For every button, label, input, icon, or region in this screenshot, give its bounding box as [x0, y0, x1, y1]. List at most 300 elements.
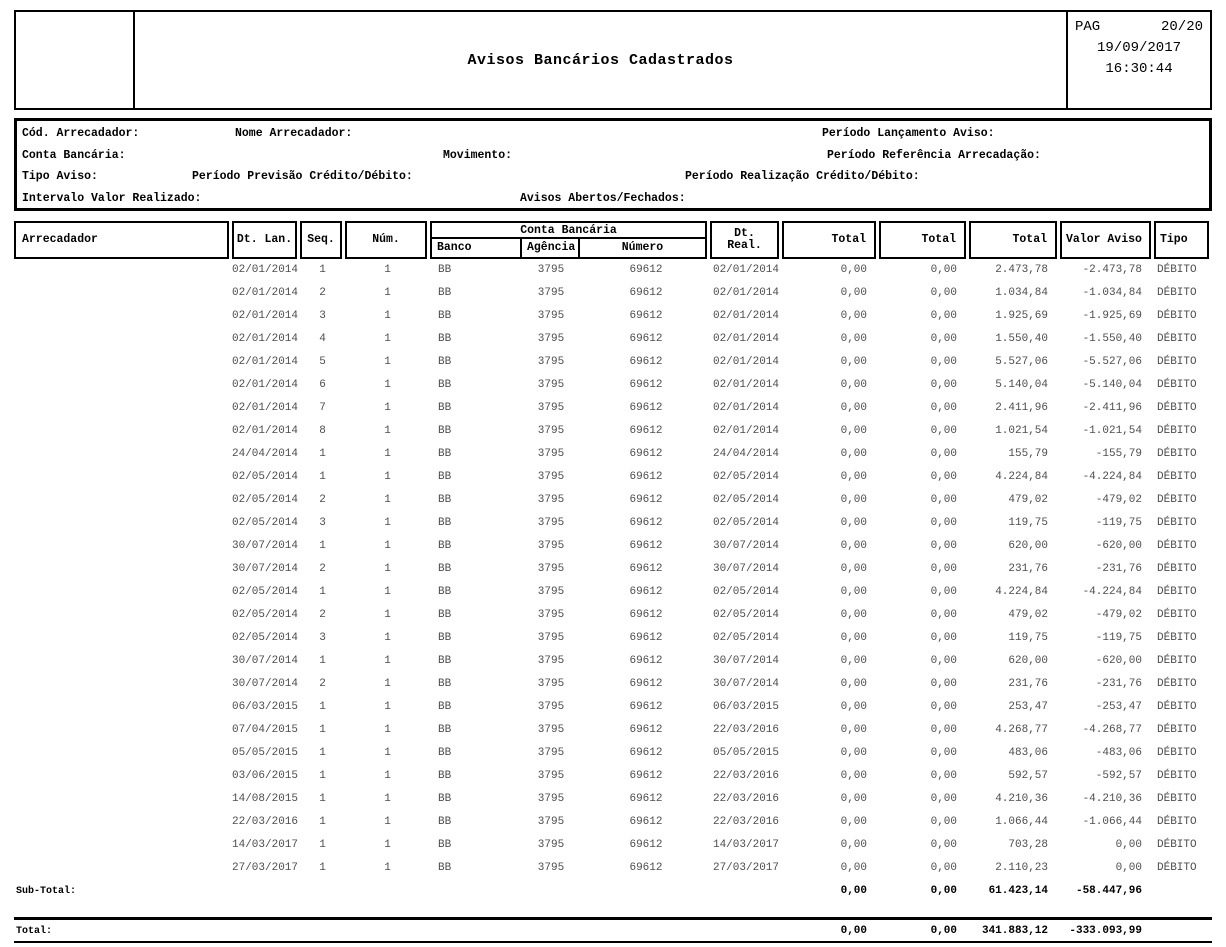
cell-banco: BB	[438, 517, 452, 529]
table-row	[14, 604, 1212, 627]
cell-agencia: 3795	[537, 586, 565, 598]
cell-num: 1	[384, 471, 391, 483]
cell-tipo: DÉBITO	[1157, 862, 1197, 874]
cell-total1: 0,00	[840, 793, 867, 805]
cell-total3: 119,75	[1008, 517, 1048, 529]
cell-dt-lan: 30/07/2014	[232, 655, 299, 667]
cell-total2: 0,00	[930, 402, 957, 414]
cell-banco: BB	[438, 862, 452, 874]
cell-dt-lan: 02/05/2014	[232, 632, 299, 644]
cell-dt-real: 02/05/2014	[712, 494, 779, 506]
header-seq: Seq.	[300, 221, 342, 259]
subtotal-tipo	[1154, 880, 1212, 903]
filter-conta-bancaria: Conta Bancária:	[22, 148, 126, 162]
subtotal-valor-aviso: -58.447,96	[1075, 885, 1142, 897]
cell-tipo: DÉBITO	[1157, 264, 1197, 276]
cell-dt-lan: 02/01/2014	[232, 425, 299, 437]
cell-num: 1	[384, 287, 391, 299]
cell-total2: 0,00	[930, 862, 957, 874]
cell-numero: 69612	[629, 770, 663, 782]
cell-num: 1	[384, 747, 391, 759]
cell-total2: 0,00	[930, 724, 957, 736]
cell-total3: 483,06	[1008, 747, 1048, 759]
cell-dt-real: 02/05/2014	[712, 586, 779, 598]
cell-dt-lan: 30/07/2014	[232, 540, 299, 552]
cell-valor-aviso: -620,00	[1095, 655, 1142, 667]
cell-numero: 69612	[629, 494, 663, 506]
cell-agencia: 3795	[537, 425, 565, 437]
cell-total1: 0,00	[840, 701, 867, 713]
cell-agencia: 3795	[537, 333, 565, 345]
cell-agencia: 3795	[537, 678, 565, 690]
cell-agencia: 3795	[537, 379, 565, 391]
cell-banco: BB	[438, 793, 452, 805]
cell-dt-lan: 14/08/2015	[232, 793, 299, 805]
cell-total3: 4.268,77	[995, 724, 1048, 736]
cell-valor-aviso: -4.224,84	[1082, 586, 1142, 598]
cell-valor-aviso: -483,06	[1095, 747, 1142, 759]
cell-total2: 0,00	[930, 816, 957, 828]
cell-agencia: 3795	[537, 471, 565, 483]
cell-total2: 0,00	[930, 701, 957, 713]
cell-dt-lan: 02/05/2014	[232, 586, 299, 598]
cell-valor-aviso: -4.210,36	[1082, 793, 1142, 805]
cell-arrecadador	[14, 650, 232, 673]
cell-tipo: DÉBITO	[1157, 839, 1197, 851]
subtotal-row	[14, 880, 1212, 903]
cell-total2: 0,00	[930, 264, 957, 276]
cell-dt-real: 02/01/2014	[712, 402, 779, 414]
cell-num: 1	[384, 793, 391, 805]
cell-agencia: 3795	[537, 816, 565, 828]
cell-tipo: DÉBITO	[1157, 333, 1197, 345]
cell-seq: 3	[319, 632, 326, 644]
cell-agencia: 3795	[537, 609, 565, 621]
cell-dt-real: 14/03/2017	[712, 839, 779, 851]
cell-num: 1	[384, 678, 391, 690]
cell-total2: 0,00	[930, 540, 957, 552]
cell-banco: BB	[438, 816, 452, 828]
cell-num: 1	[384, 402, 391, 414]
total-row	[14, 920, 1212, 943]
filter-tipo-aviso: Tipo Aviso:	[22, 170, 98, 183]
cell-tipo: DÉBITO	[1157, 724, 1197, 736]
cell-dt-lan: 22/03/2016	[232, 816, 299, 828]
cell-seq: 8	[319, 425, 326, 437]
cell-tipo: DÉBITO	[1157, 678, 1197, 690]
cell-dt-real: 27/03/2017	[712, 862, 779, 874]
cell-valor-aviso: 0,00	[1115, 862, 1142, 874]
subtotal-spacer	[232, 880, 782, 903]
cell-numero: 69612	[629, 540, 663, 552]
cell-total3: 119,75	[1008, 632, 1048, 644]
cell-total2: 0,00	[930, 425, 957, 437]
cell-seq: 1	[319, 540, 326, 552]
cell-dt-real: 22/03/2016	[712, 724, 779, 736]
cell-total1: 0,00	[840, 747, 867, 759]
header-dt-real-line1: Dt.	[734, 227, 755, 240]
cell-dt-lan: 02/05/2014	[232, 494, 299, 506]
cell-banco: BB	[438, 839, 452, 851]
table-row	[14, 673, 1212, 696]
cell-banco: BB	[438, 724, 452, 736]
cell-total2: 0,00	[930, 839, 957, 851]
table-row	[14, 466, 1212, 489]
cell-num: 1	[384, 517, 391, 529]
cell-banco: BB	[438, 770, 452, 782]
cell-valor-aviso: -4.224,84	[1082, 471, 1142, 483]
cell-agencia: 3795	[537, 494, 565, 506]
table-row	[14, 489, 1212, 512]
cell-banco: BB	[438, 471, 452, 483]
cell-total1: 0,00	[840, 724, 867, 736]
cell-arrecadador	[14, 535, 232, 558]
cell-total2: 0,00	[930, 586, 957, 598]
subtotal-label: Sub-Total:	[16, 886, 77, 897]
cell-dt-real: 22/03/2016	[712, 816, 779, 828]
cell-valor-aviso: -1.925,69	[1082, 310, 1142, 322]
cell-dt-real: 30/07/2014	[712, 655, 779, 667]
cell-tipo: DÉBITO	[1157, 770, 1197, 782]
cell-tipo: DÉBITO	[1157, 379, 1197, 391]
cell-dt-real: 02/05/2014	[712, 471, 779, 483]
cell-num: 1	[384, 609, 391, 621]
cell-total2: 0,00	[930, 310, 957, 322]
table-row	[14, 397, 1212, 420]
cell-valor-aviso: -119,75	[1095, 632, 1142, 644]
cell-tipo: DÉBITO	[1157, 793, 1197, 805]
cell-num: 1	[384, 356, 391, 368]
cell-total2: 0,00	[930, 632, 957, 644]
cell-dt-lan: 03/06/2015	[232, 770, 299, 782]
cell-numero: 69612	[629, 379, 663, 391]
cell-tipo: DÉBITO	[1157, 540, 1197, 552]
cell-banco: BB	[438, 264, 452, 276]
filter-row-1	[17, 124, 1209, 146]
table-row	[14, 420, 1212, 443]
filter-periodo-previsao: Período Previsão Crédito/Débito:	[192, 170, 413, 183]
cell-agencia: 3795	[537, 862, 565, 874]
page-value: 20/20	[1160, 19, 1203, 35]
header-num: Núm.	[345, 221, 427, 259]
cell-valor-aviso: -592,57	[1095, 770, 1142, 782]
page-title: Avisos Bancários Cadastrados	[467, 51, 734, 69]
cell-total2: 0,00	[930, 609, 957, 621]
cell-dt-real: 02/01/2014	[712, 379, 779, 391]
cell-total2: 0,00	[930, 517, 957, 529]
header-conta-bancaria: Conta Bancária	[432, 223, 705, 239]
cell-agencia: 3795	[537, 356, 565, 368]
cell-numero: 69612	[629, 632, 663, 644]
cell-banco: BB	[438, 586, 452, 598]
filters-box	[14, 118, 1212, 211]
cell-dt-lan: 02/01/2014	[232, 287, 299, 299]
total-valor-aviso: -333.093,99	[1069, 925, 1142, 937]
cell-agencia: 3795	[537, 540, 565, 552]
cell-total3: 2.110,23	[995, 862, 1048, 874]
cell-banco: BB	[438, 310, 452, 322]
cell-agencia: 3795	[537, 655, 565, 667]
total-total-3: 341.883,12	[981, 925, 1048, 937]
cell-dt-real: 02/05/2014	[712, 517, 779, 529]
table-row	[14, 696, 1212, 719]
cell-total1: 0,00	[840, 379, 867, 391]
filter-avisos-abertos: Avisos Abertos/Fechados:	[520, 191, 686, 205]
cell-total3: 1.550,40	[995, 333, 1048, 345]
cell-valor-aviso: -231,76	[1095, 563, 1142, 575]
cell-arrecadador	[14, 420, 232, 443]
cell-total2: 0,00	[930, 770, 957, 782]
cell-dt-real: 30/07/2014	[712, 678, 779, 690]
cell-agencia: 3795	[537, 747, 565, 759]
cell-agencia: 3795	[537, 724, 565, 736]
cell-tipo: DÉBITO	[1157, 747, 1197, 759]
cell-arrecadador	[14, 305, 232, 328]
cell-dt-lan: 07/04/2015	[232, 724, 299, 736]
cell-seq: 1	[319, 701, 326, 713]
cell-numero: 69612	[629, 586, 663, 598]
cell-seq: 1	[319, 448, 326, 460]
cell-banco: BB	[438, 356, 452, 368]
header-valor-aviso: Valor Aviso	[1060, 221, 1151, 259]
cell-total3: 155,79	[1008, 448, 1048, 460]
cell-valor-aviso: -1.066,44	[1082, 816, 1142, 828]
cell-valor-aviso: -231,76	[1095, 678, 1142, 690]
cell-agencia: 3795	[537, 632, 565, 644]
cell-total3: 4.224,84	[995, 471, 1048, 483]
cell-seq: 1	[319, 264, 326, 276]
table-header	[14, 221, 1212, 259]
filter-periodo-realizacao: Período Realização Crédito/Débito:	[685, 170, 920, 183]
cell-total1: 0,00	[840, 586, 867, 598]
cell-total3: 1.066,44	[995, 816, 1048, 828]
bottom-rule	[14, 941, 1212, 943]
cell-dt-real: 02/01/2014	[712, 264, 779, 276]
cell-num: 1	[384, 264, 391, 276]
cell-total1: 0,00	[840, 678, 867, 690]
cell-agencia: 3795	[537, 793, 565, 805]
cell-banco: BB	[438, 655, 452, 667]
cell-numero: 69612	[629, 471, 663, 483]
cell-valor-aviso: -479,02	[1095, 494, 1142, 506]
table-row	[14, 719, 1212, 742]
cell-seq: 3	[319, 517, 326, 529]
cell-dt-real: 05/05/2015	[712, 747, 779, 759]
cell-tipo: DÉBITO	[1157, 287, 1197, 299]
cell-tipo: DÉBITO	[1157, 816, 1197, 828]
cell-numero: 69612	[629, 816, 663, 828]
header-conta-bancaria-group	[430, 221, 707, 259]
cell-dt-real: 02/01/2014	[712, 356, 779, 368]
cell-dt-lan: 02/01/2014	[232, 379, 299, 391]
cell-dt-lan: 30/07/2014	[232, 563, 299, 575]
cell-total1: 0,00	[840, 839, 867, 851]
cell-dt-lan: 02/05/2014	[232, 609, 299, 621]
table-row	[14, 765, 1212, 788]
cell-seq: 1	[319, 471, 326, 483]
cell-seq: 1	[319, 586, 326, 598]
cell-dt-lan: 02/01/2014	[232, 333, 299, 345]
cell-arrecadador	[14, 397, 232, 420]
table-row	[14, 351, 1212, 374]
filter-row-4	[17, 189, 1209, 211]
cell-arrecadador	[14, 857, 232, 880]
cell-numero: 69612	[629, 425, 663, 437]
header-agencia: Agência	[520, 239, 580, 257]
cell-arrecadador	[14, 765, 232, 788]
cell-total1: 0,00	[840, 287, 867, 299]
cell-arrecadador	[14, 834, 232, 857]
filter-nome-arrecadador: Nome Arrecadador:	[235, 127, 353, 140]
cell-total1: 0,00	[840, 609, 867, 621]
cell-num: 1	[384, 724, 391, 736]
cell-numero: 69612	[629, 402, 663, 414]
cell-total2: 0,00	[930, 678, 957, 690]
cell-seq: 2	[319, 678, 326, 690]
logo-box	[16, 12, 135, 108]
cell-total2: 0,00	[930, 747, 957, 759]
cell-seq: 4	[319, 333, 326, 345]
cell-total2: 0,00	[930, 471, 957, 483]
cell-valor-aviso: -155,79	[1095, 448, 1142, 460]
cell-total1: 0,00	[840, 425, 867, 437]
filter-periodo-referencia: Período Referência Arrecadação:	[827, 148, 1041, 162]
cell-numero: 69612	[629, 724, 663, 736]
cell-arrecadador	[14, 443, 232, 466]
cell-dt-real: 02/05/2014	[712, 632, 779, 644]
header-banco: Banco	[437, 241, 472, 254]
cell-dt-real: 22/03/2016	[712, 793, 779, 805]
cell-banco: BB	[438, 563, 452, 575]
cell-total2: 0,00	[930, 333, 957, 345]
cell-numero: 69612	[629, 264, 663, 276]
cell-dt-real: 02/01/2014	[712, 287, 779, 299]
cell-numero: 69612	[629, 839, 663, 851]
table-body	[14, 259, 1212, 880]
cell-seq: 1	[319, 770, 326, 782]
header-dt-lan: Dt. Lan.	[232, 221, 297, 259]
cell-total2: 0,00	[930, 356, 957, 368]
cell-total1: 0,00	[840, 632, 867, 644]
cell-arrecadador	[14, 466, 232, 489]
cell-valor-aviso: -253,47	[1095, 701, 1142, 713]
cell-dt-lan: 24/04/2014	[232, 448, 299, 460]
cell-dt-real: 02/01/2014	[712, 333, 779, 345]
table-row	[14, 558, 1212, 581]
cell-num: 1	[384, 379, 391, 391]
page-label: PAG	[1075, 19, 1101, 35]
cell-dt-lan: 05/05/2015	[232, 747, 299, 759]
header-total-2: Total	[879, 221, 966, 259]
cell-valor-aviso: 0,00	[1115, 839, 1142, 851]
cell-total3: 2.411,96	[995, 402, 1048, 414]
cell-banco: BB	[438, 379, 452, 391]
cell-numero: 69612	[629, 333, 663, 345]
subtotal-total-1: 0,00	[840, 885, 867, 897]
cell-total1: 0,00	[840, 448, 867, 460]
cell-num: 1	[384, 701, 391, 713]
cell-dt-real: 06/03/2015	[712, 701, 779, 713]
table-row	[14, 834, 1212, 857]
cell-numero: 69612	[629, 356, 663, 368]
cell-valor-aviso: -479,02	[1095, 609, 1142, 621]
cell-num: 1	[384, 586, 391, 598]
cell-num: 1	[384, 770, 391, 782]
cell-dt-real: 02/05/2014	[712, 609, 779, 621]
cell-banco: BB	[438, 609, 452, 621]
cell-dt-lan: 02/01/2014	[232, 402, 299, 414]
cell-total3: 5.527,06	[995, 356, 1048, 368]
cell-total3: 5.140,04	[995, 379, 1048, 391]
header-total-3: Total	[969, 221, 1057, 259]
cell-dt-lan: 02/01/2014	[232, 310, 299, 322]
cell-num: 1	[384, 310, 391, 322]
cell-arrecadador	[14, 351, 232, 374]
cell-seq: 5	[319, 356, 326, 368]
cell-numero: 69612	[629, 678, 663, 690]
table-row	[14, 742, 1212, 765]
cell-total1: 0,00	[840, 471, 867, 483]
cell-arrecadador	[14, 627, 232, 650]
cell-seq: 1	[319, 747, 326, 759]
filter-row-2	[17, 146, 1209, 168]
cell-total3: 1.021,54	[995, 425, 1048, 437]
report-date: 19/09/2017	[1096, 40, 1181, 56]
cell-numero: 69612	[629, 655, 663, 667]
cell-num: 1	[384, 632, 391, 644]
table-row	[14, 512, 1212, 535]
table-row	[14, 627, 1212, 650]
cell-total1: 0,00	[840, 517, 867, 529]
cell-total1: 0,00	[840, 862, 867, 874]
cell-arrecadador	[14, 696, 232, 719]
filter-row-3	[17, 167, 1209, 189]
table-row	[14, 811, 1212, 834]
cell-numero: 69612	[629, 448, 663, 460]
cell-dt-real: 24/04/2014	[712, 448, 779, 460]
table-row	[14, 374, 1212, 397]
cell-tipo: DÉBITO	[1157, 494, 1197, 506]
cell-total3: 479,02	[1008, 494, 1048, 506]
cell-num: 1	[384, 540, 391, 552]
cell-arrecadador	[14, 489, 232, 512]
filter-movimento: Movimento:	[443, 148, 513, 162]
cell-seq: 1	[319, 724, 326, 736]
cell-num: 1	[384, 816, 391, 828]
cell-banco: BB	[438, 632, 452, 644]
cell-total2: 0,00	[930, 494, 957, 506]
cell-total3: 253,47	[1008, 701, 1048, 713]
cell-total3: 479,02	[1008, 609, 1048, 621]
cell-banco: BB	[438, 287, 452, 299]
cell-seq: 6	[319, 379, 326, 391]
table-row	[14, 443, 1212, 466]
table-row	[14, 581, 1212, 604]
cell-agencia: 3795	[537, 701, 565, 713]
cell-banco: BB	[438, 402, 452, 414]
cell-arrecadador	[14, 282, 232, 305]
cell-total1: 0,00	[840, 816, 867, 828]
cell-num: 1	[384, 655, 391, 667]
cell-tipo: DÉBITO	[1157, 609, 1197, 621]
report-header	[14, 10, 1212, 110]
cell-seq: 1	[319, 862, 326, 874]
header-dt-real-line2: Real.	[727, 239, 762, 252]
cell-tipo: DÉBITO	[1157, 586, 1197, 598]
cell-total3: 620,00	[1008, 540, 1048, 552]
cell-dt-lan: 06/03/2015	[232, 701, 299, 713]
cell-total1: 0,00	[840, 356, 867, 368]
